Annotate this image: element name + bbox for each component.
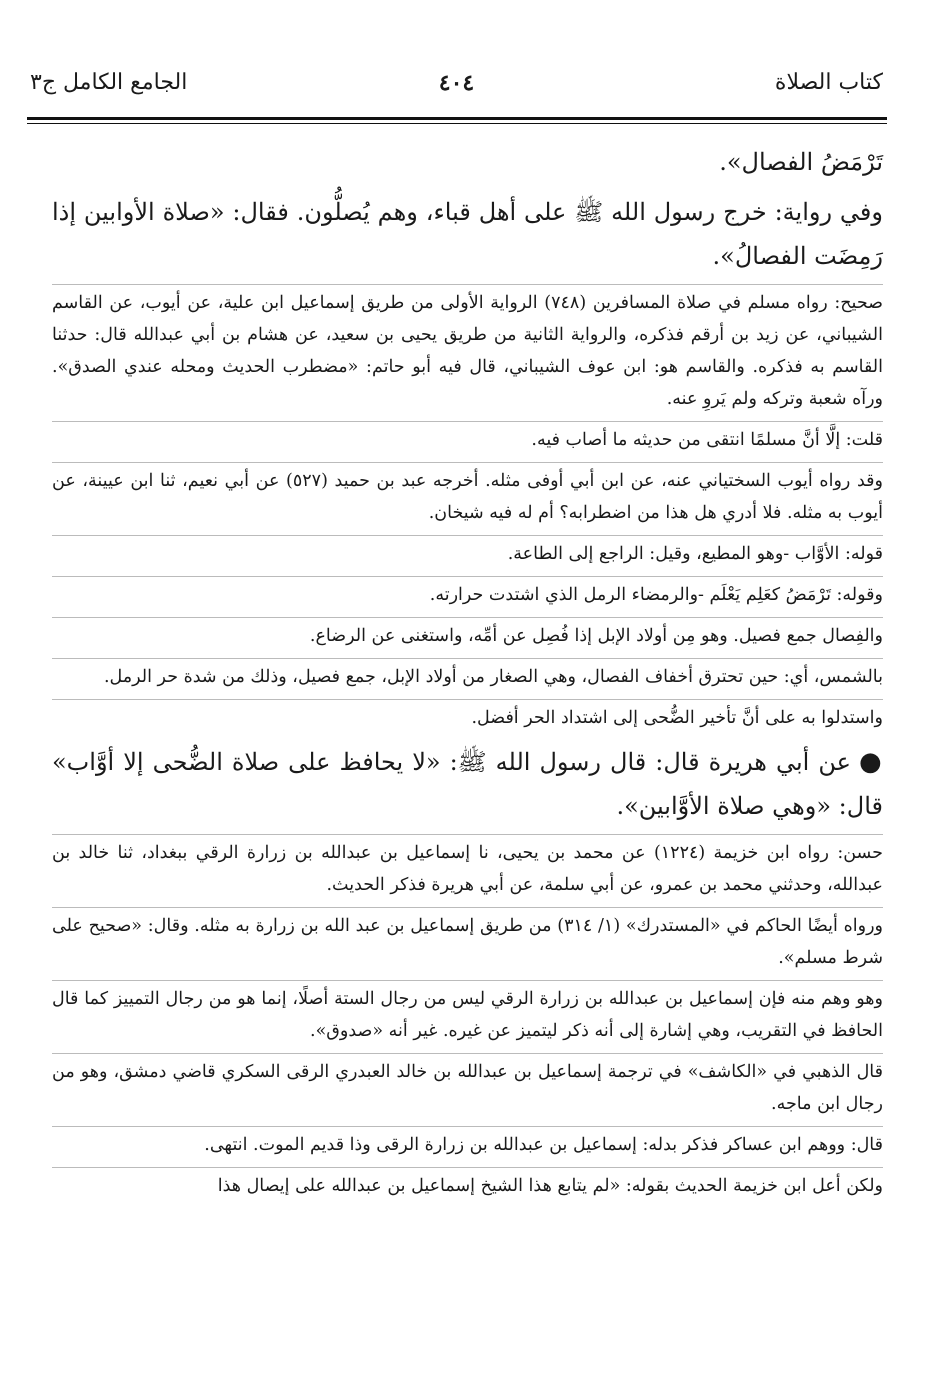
commentary-paragraph	[52, 421, 883, 456]
paragraph-text: والفِصال جمع فصيل. وهو مِن أولاد الإبل إذا فُصِل عن أمِّه، واستغنى عن الرضاع.	[309, 626, 883, 646]
paragraph-text: ورواه أيضًا الحاكم في «المستدرك» (١/ ٣١٤) من طريق إسماعيل بن عبد الله بن زرارة به مثله. وقال: «صحيح على شرط مسلم».	[52, 916, 883, 968]
hadith-main	[52, 740, 883, 828]
commentary-paragraph	[52, 576, 883, 611]
paragraph-text: ولكن أعل ابن خزيمة الحديث بقوله: «لم يتابع هذا الشيخ إسماعيل بن عبدالله على إيصال هذا	[217, 1176, 883, 1196]
paragraph-text: واستدلوا به على أنَّ تأخير الضُّحى إلى اشتداد الحر أفضل.	[471, 708, 883, 728]
hadith-continuation	[52, 140, 883, 184]
paragraph-text: تَرْمَضُ الفصال».	[719, 148, 883, 176]
paragraph-text: بالشمس، أي: حين تحترق أخفاف الفصال، وهي الصغار من أولاد الإبل، جمع فصيل، وذلك من شدة حر الرمل.	[103, 667, 883, 687]
paragraph-text: وهو وهم منه فإن إسماعيل بن عبدالله بن زرارة الرقي ليس من رجال الستة أصلًا، إنما هو من رجال التمييز كما قال الحافظ في التقريب، وهي إشارة إلى أنه ذكر ليتميز عن غيره. غير أنه «صدوق».	[52, 989, 883, 1041]
book-title: الجامع الكامل ج٣	[30, 70, 188, 95]
page-number: ٤٠٤	[438, 70, 475, 96]
commentary-paragraph	[52, 834, 883, 901]
commentary-paragraph	[52, 535, 883, 570]
commentary-paragraph	[52, 1126, 883, 1161]
paragraph-text: قلت: إلَّا أنَّ مسلمًا انتقى من حديثه ما أصاب فيه.	[531, 430, 883, 450]
commentary-paragraph	[52, 699, 883, 734]
commentary-paragraph	[52, 617, 883, 652]
bullet-icon: ●	[858, 747, 884, 777]
page-body	[52, 140, 883, 1208]
commentary-paragraph	[52, 1053, 883, 1120]
commentary-paragraph	[52, 980, 883, 1047]
paragraph-text: وفي رواية: خرج رسول الله ﷺ على أهل قباء، وهم يُصلُّون. فقال: «صلاة الأوابين إذا رَمِضَت الفصالُ».	[52, 198, 883, 270]
paragraph-text: حسن: رواه ابن خزيمة (١٢٢٤) عن محمد بن يحيى، نا إسماعيل بن عبدالله بن زرارة الرقي ببغداد، ثنا خالد بن عبدالله، وحدثني محمد بن عمرو، عن أبي سلمة، عن أبي هريرة فذكر الحديث.	[52, 843, 883, 895]
paragraph-text: صحيح: رواه مسلم في صلاة المسافرين (٧٤٨) الرواية الأولى من طريق إسماعيل ابن علية، عن أيوب، عن القاسم الشيباني، عن زيد بن أرقم فذكره، والرواية الثانية من طريق يحيى بن سعيد، عن هشام بن أبي عبدالله قال: حدثنا القاسم به فذكره. والقاسم هو: ابن عوف الشيباني، قال فيه أبو حاتم: «مضطرب الحديث ومحله عندي الصدق». ورآه شعبة وتركه ولم يَروِ عنه.	[52, 293, 883, 409]
hadith-variant	[52, 190, 883, 278]
commentary-paragraph	[52, 658, 883, 693]
paragraph-text: قال الذهبي في «الكاشف» في ترجمة إسماعيل بن عبدالله بن خالد العبدري الرقى السكري قاضي دمشق، وهو من رجال ابن ماجه.	[52, 1062, 883, 1114]
page-header	[30, 70, 883, 110]
paragraph-text: قال: ووهم ابن عساكر فذكر بدله: إسماعيل بن عبدالله بن زرارة الرقى وذا قديم الموت. انتهى.	[204, 1135, 883, 1155]
commentary-paragraph	[52, 284, 883, 415]
paragraph-text: وقد رواه أيوب السختياني عنه، عن ابن أبي أوفى مثله. أخرجه عبد بن حميد (٥٢٧) عن أبي نعيم، ثنا ابن عيينة، عن أيوب به مثله. فلا أدري هل هذا من اضطرابه؟ أم له فيه شيخان.	[52, 471, 883, 523]
commentary-paragraph	[52, 462, 883, 529]
book-section-title: كتاب الصلاة	[774, 70, 883, 95]
paragraph-text: قوله: الأوَّاب -وهو المطيع، وقيل: الراجع إلى الطاعة.	[507, 544, 883, 564]
header-rule-thin	[27, 123, 887, 124]
commentary-paragraph	[52, 1167, 883, 1202]
paragraph-text: عن أبي هريرة قال: قال رسول الله ﷺ: «لا يحافظ على صلاة الضُّحى إلا أوَّاب» قال: «وهي صلاة الأوَّابين».	[52, 748, 883, 820]
header-rule-thick	[27, 117, 887, 120]
commentary-paragraph	[52, 907, 883, 974]
paragraph-text: وقوله: تَرْمَضُ كعَلِم يَعْلَم -والرمضاء الرمل الذي اشتدت حرارته.	[429, 585, 883, 605]
